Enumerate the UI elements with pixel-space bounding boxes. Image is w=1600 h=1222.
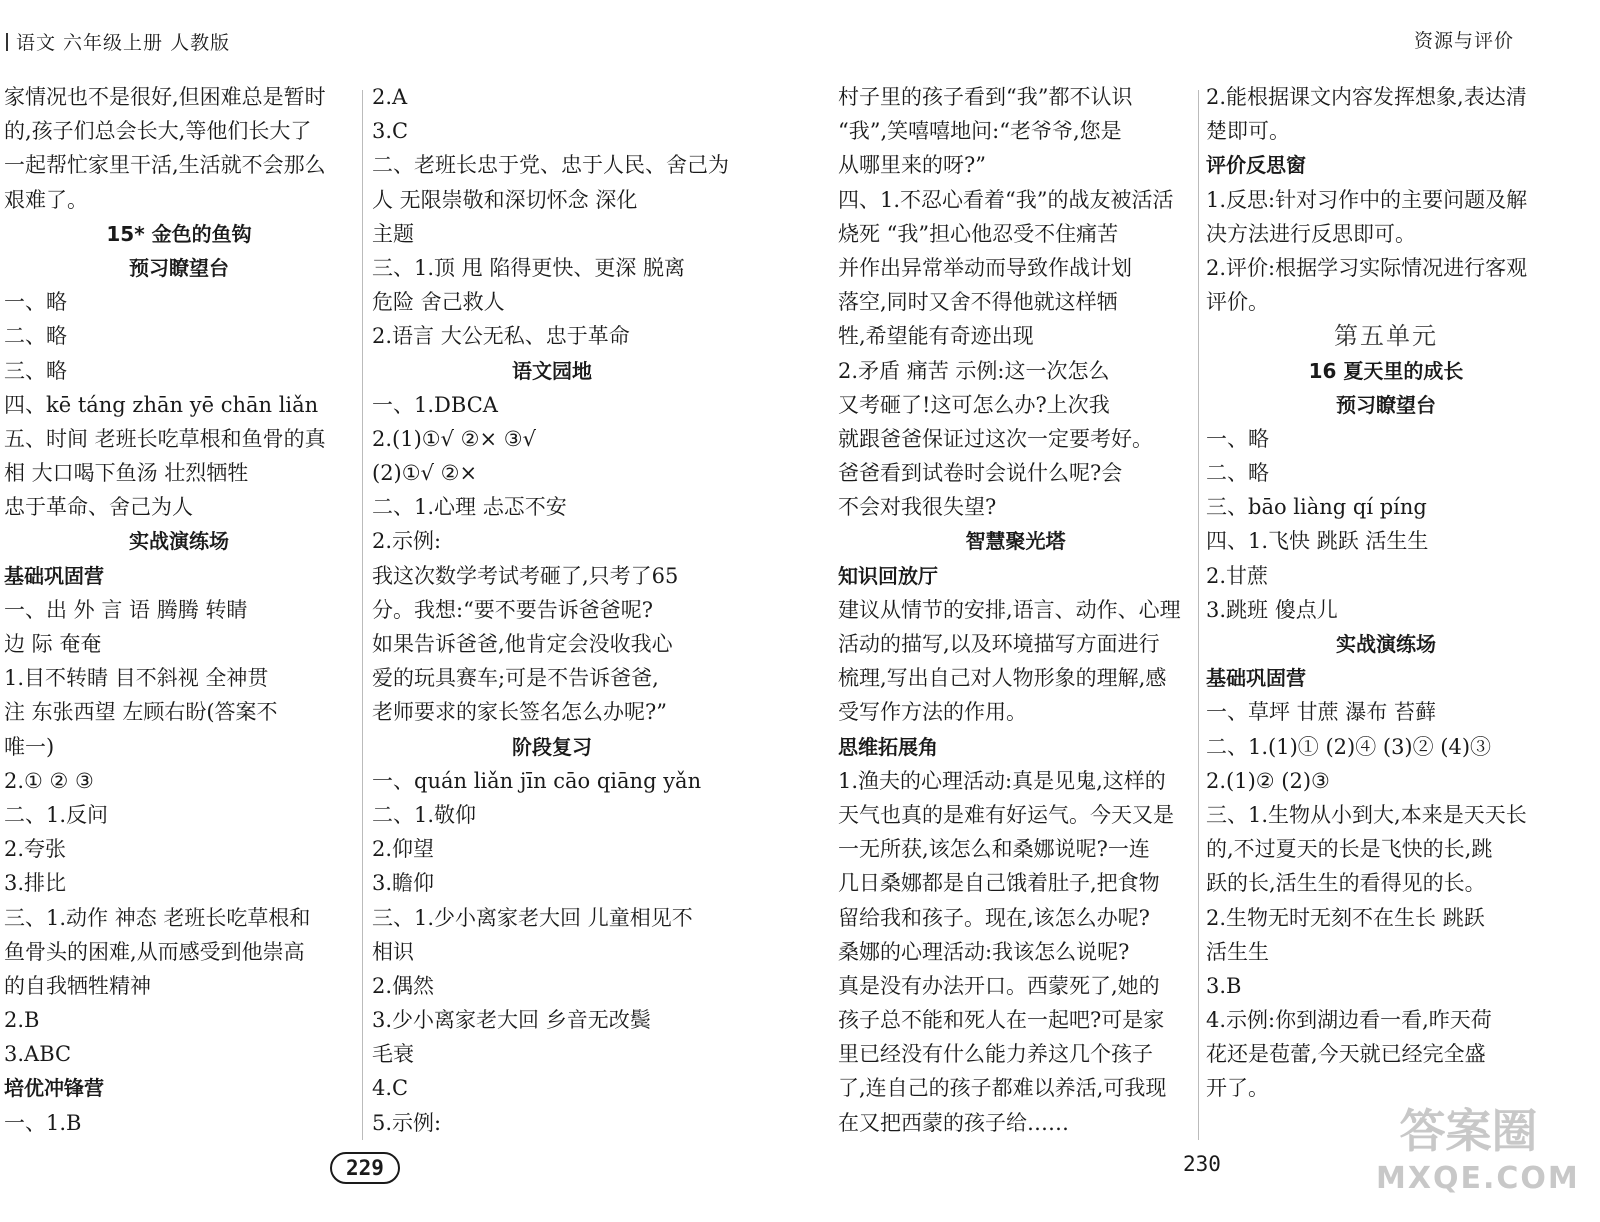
answer-line: 爱的玩具赛车;可是不告诉爸爸,: [372, 666, 659, 691]
book-title: 语文 六年级上册 人教版: [16, 32, 231, 54]
answer-line: 如果告诉爸爸,他肯定会没收我心: [372, 632, 673, 656]
answer-line: 楚即可。: [1206, 119, 1290, 144]
answer-line: 2.语言 大公无私、忠于革命: [372, 324, 630, 349]
answer-line: 主题: [372, 221, 414, 246]
section-heading: 知识回放厅: [838, 563, 938, 588]
section-heading: 15* 金色的鱼钩: [106, 221, 252, 246]
answer-line: 建议从情节的安排,语言、动作、心理: [838, 597, 1181, 622]
answer-line: 我这次数学考试考砸了,只考了65: [372, 563, 679, 588]
answer-line: 五、时间 老班长吃草根和鱼骨的真: [4, 426, 326, 451]
answer-line: 2.仰望: [372, 837, 435, 862]
answer-line: 三、略: [4, 358, 67, 383]
answer-line: 在又把西蒙的孩子给……: [838, 1110, 1069, 1135]
answer-line: 的自我牺牲精神: [4, 973, 151, 998]
answer-line: 花还是苞蕾,今天就已经完全盛: [1206, 1042, 1486, 1067]
answer-line: 牲,希望能有奇迹出现: [838, 324, 1034, 349]
answer-line: 2.偶然: [372, 973, 435, 998]
watermark-site: MXQE.COM: [1376, 1161, 1580, 1196]
answer-line: 四、kē táng zhān yē chān liǎn: [4, 392, 319, 417]
answer-line: “我”,笑嘻嘻地问:“老爷爷,您是: [838, 119, 1122, 144]
answer-line: 第五单元: [1334, 322, 1438, 351]
answer-line: 2.能根据课文内容发挥想象,表达清: [1206, 85, 1527, 109]
answer-line: 三、1.生物从小到大,本来是天天长: [1206, 802, 1527, 827]
answer-line: 二、老班长忠于党、忠于人民、舍己为: [372, 153, 729, 178]
answer-line: 一起帮忙家里干活,生活就不会那么: [4, 153, 326, 178]
answer-line: 家情况也不是很好,但困难总是暂时: [4, 85, 326, 109]
answer-line: 的,孩子们总会长大,等他们长大了: [4, 119, 312, 144]
answer-line: 三、1.少小离家老大回 儿童相见不: [372, 905, 693, 930]
answer-line: 真是没有办法开口。西蒙死了,她的: [838, 973, 1160, 998]
header-rule: [6, 33, 8, 51]
answer-line: 2.(1)② (2)③: [1206, 768, 1330, 793]
answer-line: 四、1.飞快 跳跃 活生生: [1206, 529, 1429, 554]
column-1: [4, 80, 354, 1140]
answer-line: 3.跳班 傻点儿: [1206, 597, 1338, 622]
answer-line: 3.瞻仰: [372, 871, 435, 896]
answer-line: 二、1.心理 忐忑不安: [372, 495, 567, 520]
answer-line: 3.少小离家老大回 乡音无改鬓: [372, 1008, 651, 1033]
answer-line: 决方法进行反思即可。: [1206, 221, 1416, 246]
answer-line: 三、bāo liàng qí píng: [1206, 495, 1427, 520]
answer-line: 危险 舍己救人: [372, 290, 505, 315]
answer-line: 毛衰: [372, 1042, 414, 1067]
answer-line: 了,连自己的孩子都难以养活,可我现: [838, 1076, 1167, 1101]
answer-line: 一、略: [1206, 426, 1269, 451]
section-heading: 语文园地: [512, 358, 592, 383]
answer-line: 2.甘蔗: [1206, 563, 1269, 588]
answer-line: 忠于革命、舍己为人: [4, 495, 193, 520]
answer-line: 分。我想:“要不要告诉爸爸呢?: [372, 597, 654, 622]
answer-line: 受写作方法的作用。: [838, 700, 1027, 725]
answer-line: 3.ABC: [4, 1042, 72, 1067]
answer-line: 唯一): [4, 734, 55, 759]
answer-line: 老师要求的家长签名怎么办呢?”: [372, 700, 667, 725]
answer-line: 3.排比: [4, 871, 67, 896]
answer-line: 一无所获,该怎么和桑娜说呢?一连: [838, 837, 1150, 862]
answer-line: 2.① ② ③: [4, 768, 94, 793]
answer-line: 3.B: [1206, 973, 1242, 998]
section-heading: 实战演练场: [129, 529, 229, 554]
answer-line: 烧死 “我”担心他忍受不住痛苦: [838, 221, 1119, 246]
answer-line: 4.C: [372, 1076, 409, 1101]
watermark-logo: [1376, 1100, 1580, 1205]
section-heading: 基础巩固营: [4, 563, 104, 588]
page-number-left: 229: [330, 1152, 400, 1184]
answer-line: 二、1.敬仰: [372, 802, 477, 827]
section-heading: 培优冲锋营: [4, 1076, 104, 1101]
answer-line: 2.A: [372, 85, 408, 109]
answer-line: 2.生物无时无刻不在生长 跳跃: [1206, 905, 1485, 930]
page-number-right: 230: [1183, 1152, 1221, 1176]
answer-line: 桑娜的心理活动:我该怎么说呢?: [838, 939, 1130, 964]
answer-line: 一、1.DBCA: [372, 392, 498, 417]
answer-line: 艰难了。: [4, 187, 88, 212]
answer-line: 又考砸了!这可怎么办?上次我: [838, 392, 1110, 417]
column-2: [372, 80, 732, 1140]
answer-line: 二、略: [4, 324, 67, 349]
answer-line: 并作出异常举动而导致作战计划: [838, 255, 1132, 280]
answer-line: 不会对我很失望?: [838, 495, 997, 520]
answer-line: 活动的描写,以及环境描写方面进行: [838, 632, 1160, 656]
answer-line: 3.C: [372, 119, 409, 144]
answer-line: 1.渔夫的心理活动:真是见鬼,这样的: [838, 768, 1166, 793]
answer-line: 注 东张西望 左顾右盼(答案不: [4, 700, 278, 725]
answer-line: 爸爸看到试卷时会说什么呢?会: [838, 461, 1123, 486]
answer-line: 评价。: [1206, 290, 1269, 315]
answer-line: 几日桑娜都是自己饿着肚子,把食物: [838, 871, 1160, 896]
answer-line: 相识: [372, 939, 414, 964]
section-heading: 实战演练场: [1336, 632, 1436, 656]
section-heading: 预习瞭望台: [129, 255, 229, 280]
answer-line: 1.目不转睛 目不斜视 全神贯: [4, 666, 269, 691]
column-divider: [362, 90, 363, 1140]
answer-line: 梳理,写出自己对人物形象的理解,感: [838, 666, 1167, 691]
answer-line: 二、略: [1206, 461, 1269, 486]
answer-line: 2.(1)①√ ②× ③√: [372, 426, 536, 451]
section-heading: 预习瞭望台: [1336, 392, 1436, 417]
answer-line: 一、略: [4, 290, 67, 315]
answer-line: 落空,同时又舍不得他就这样牺: [838, 290, 1118, 315]
answer-line: 活生生: [1206, 939, 1269, 964]
column-3: [838, 80, 1193, 1140]
answer-line: 5.示例:: [372, 1110, 442, 1135]
watermark-main: 答案圈: [1399, 1104, 1538, 1158]
answer-line: 跃的长,活生生的看得见的长。: [1206, 871, 1486, 896]
answer-line: 2.矛盾 痛苦 示例:这一次怎么: [838, 358, 1110, 383]
answer-line: 一、草坪 甘蔗 瀑布 苔藓: [1206, 700, 1437, 725]
answer-line: 三、1.顶 甩 陷得更快、更深 脱离: [372, 255, 686, 280]
section-heading: 智慧聚光塔: [965, 529, 1066, 554]
answer-line: 的,不过夏天的长是飞快的长,跳: [1206, 837, 1493, 862]
answer-line: 二、1.反问: [4, 802, 109, 827]
answer-line: 就跟爸爸保证过这次一定要考好。: [838, 426, 1153, 451]
answer-line: 四、1.不忍心看着“我”的战友被活活: [838, 187, 1174, 212]
series-title: 资源与评价: [1414, 30, 1515, 52]
book-header: [0, 28, 230, 55]
answer-line: 1.反思:针对习作中的主要问题及解: [1206, 187, 1528, 212]
answer-line: 一、1.B: [4, 1110, 82, 1135]
answer-line: 2.评价:根据学习实际情况进行客观: [1206, 255, 1528, 280]
answer-line: (2)①√ ②×: [372, 461, 478, 486]
answer-line: 2.夸张: [4, 837, 67, 862]
column-4: [1206, 80, 1566, 1106]
answer-line: 一、出 外 言 语 腾腾 转睛: [4, 597, 248, 622]
section-heading: 16 夏天里的成长: [1308, 358, 1464, 383]
section-heading: 阶段复习: [512, 734, 592, 759]
answer-line: 边 际 奄奄: [4, 632, 102, 656]
answer-line: 一、quán liǎn jīn cāo qiāng yǎn: [372, 768, 702, 793]
answer-line: 鱼骨头的困难,从而感受到他崇高: [4, 939, 305, 964]
section-heading: 思维拓展角: [838, 734, 938, 759]
answer-line: 从哪里来的呀?”: [838, 153, 986, 178]
section-heading: 评价反思窗: [1206, 153, 1306, 178]
answer-line: 二、1.(1)① (2)④ (3)② (4)③: [1206, 734, 1492, 759]
answer-line: 人 无限崇敬和深切怀念 深化: [372, 187, 638, 212]
answer-line: 留给我和孩子。现在,该怎么办呢?: [838, 905, 1150, 930]
answer-line: 相 大口喝下鱼汤 壮烈牺牲: [4, 461, 249, 486]
section-heading: 基础巩固营: [1206, 666, 1306, 691]
answer-line: 2.示例:: [372, 529, 442, 554]
answer-line: 里已经没有什么能力养这几个孩子: [838, 1042, 1153, 1067]
answer-line: 4.示例:你到湖边看一看,昨天荷: [1206, 1008, 1492, 1033]
answer-line: 孩子总不能和死人在一起吧?可是家: [838, 1008, 1165, 1033]
answer-line: 三、1.动作 神态 老班长吃草根和: [4, 905, 311, 930]
answer-line: 2.B: [4, 1008, 40, 1033]
column-divider: [1198, 90, 1199, 1140]
answer-line: 村子里的孩子看到“我”都不认识: [838, 85, 1133, 109]
answer-line: 开了。: [1206, 1076, 1269, 1101]
answer-line: 天气也真的是难有好运气。今天又是: [838, 802, 1174, 827]
